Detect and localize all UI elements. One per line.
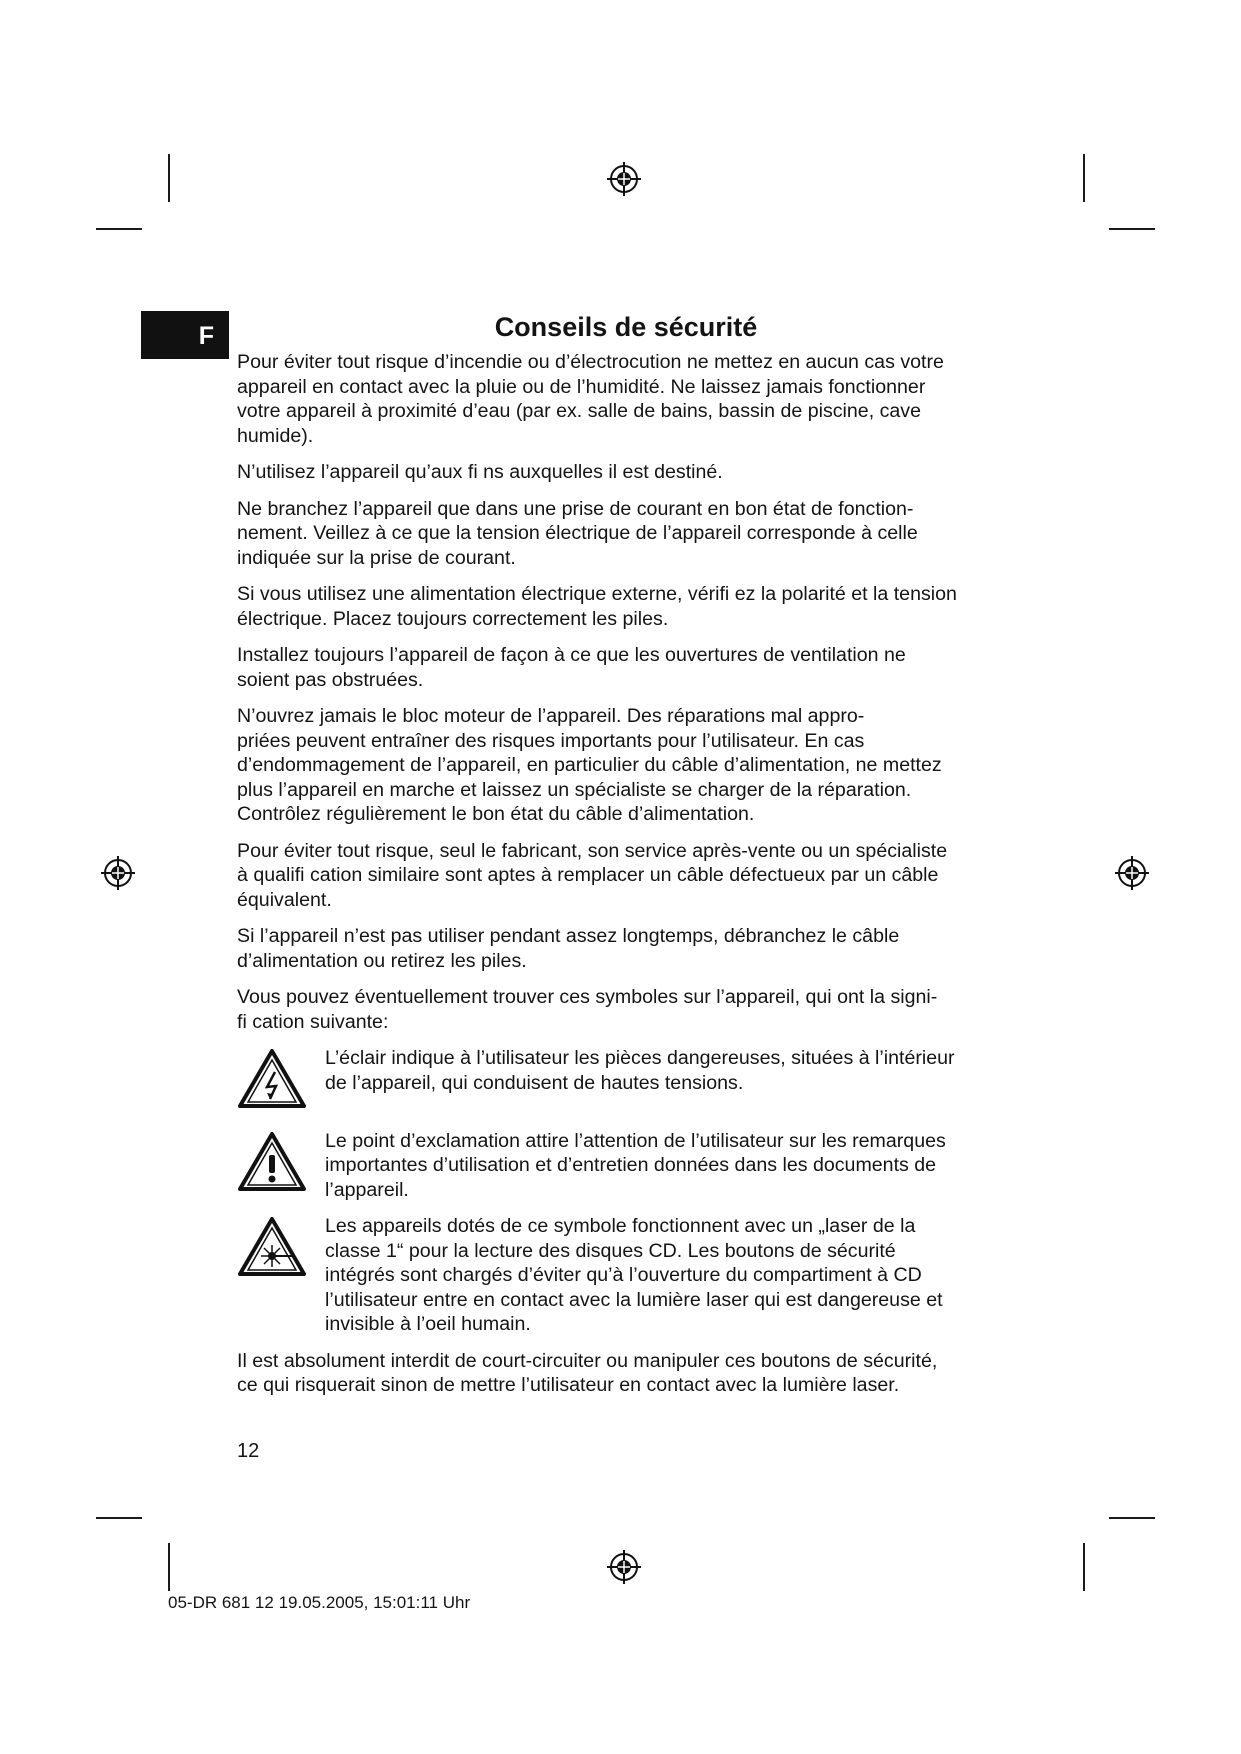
symbol-row bbox=[237, 1129, 1037, 1203]
crop-mark bbox=[96, 1517, 142, 1519]
symbol-description: Le point d’exclamation attire l’attention de l’utilisateur sur les remarques importantes d’utilisation et d’entretien données dans les documents de l’appareil. bbox=[325, 1129, 946, 1201]
paragraph: N’ouvrez jamais le bloc moteur de l’appareil. Des réparations mal appro- priées peuvent entraîner des risques importants pour l’utilisateur. En cas d’endommagement de l’appareil, en particulier du câble d’alimentation, ne mettez plus l’appareil en marche et laissez un spécialiste se charger de la réparation. Contrôlez régulièrement le bon état du câble d’alimentation. bbox=[237, 705, 942, 825]
safety-text bbox=[237, 350, 1037, 1410]
symbol-description: L’éclair indique à l’utilisateur les pièces dangereuses, situées à l’intérieur de l’appareil, qui conduisent de hautes tensions. bbox=[325, 1047, 955, 1094]
paragraph: Si l’appareil n’est pas utiliser pendant assez longtemps, débranchez le câble d’alimentation ou retirez les piles. bbox=[237, 925, 900, 972]
symbol-description: Les appareils dotés de ce symbole fonctionnent avec un „laser de la classe 1“ pour la lecture des disques CD. Les boutons de sécurité intégrés sont chargés d’éviter qu’à l’ouverture du compartiment à CD l’utilisateur entre en contact avec la lumière laser qui est dangereuse et invisible à l’oeil humain. bbox=[325, 1215, 943, 1335]
paragraph: N’utilisez l’appareil qu’aux fi ns auxquelles il est destiné. bbox=[237, 461, 723, 483]
registration-mark-icon bbox=[607, 162, 641, 196]
print-footer: 05-DR 681 12 19.05.2005, 15:01:11 Uhr bbox=[168, 1593, 471, 1612]
paragraph: Pour éviter tout risque d’incendie ou d’électrocution ne mettez en aucun cas votre appareil en contact avec la pluie ou de l’humidité. Ne laissez jamais fonctionner votre appareil à proximité d’eau (par ex. salle de bains, bassin de piscine, cave humide). bbox=[237, 351, 944, 447]
paragraph: Si vous utilisez une alimentation électrique externe, vérifi ez la polarité et la tension électrique. Placez toujours correctement les piles. bbox=[237, 583, 957, 630]
page-number: 12 bbox=[237, 1440, 260, 1462]
registration-mark-icon bbox=[101, 856, 135, 890]
exclamation-warning-icon bbox=[237, 1131, 307, 1193]
crop-mark bbox=[168, 154, 170, 202]
lightning-warning-icon bbox=[237, 1048, 307, 1110]
crop-mark bbox=[1083, 1543, 1085, 1591]
crop-mark bbox=[1083, 154, 1085, 202]
crop-mark bbox=[1109, 228, 1155, 230]
crop-mark bbox=[168, 1543, 170, 1591]
page-title: Conseils de sécurité bbox=[494, 312, 758, 342]
symbol-row bbox=[237, 1214, 1037, 1337]
laser-warning-icon bbox=[237, 1216, 307, 1278]
registration-mark-icon bbox=[607, 1550, 641, 1584]
crop-mark bbox=[1109, 1517, 1155, 1519]
registration-mark-icon bbox=[1115, 856, 1149, 890]
paragraph: Installez toujours l’appareil de façon à ce que les ouvertures de ventilation ne soient pas obstruées. bbox=[237, 644, 906, 691]
symbol-row bbox=[237, 1046, 1037, 1117]
paragraph: Vous pouvez éventuellement trouver ces symboles sur l’appareil, qui ont la signi- fi cation suivante: bbox=[237, 986, 938, 1033]
paragraph: Il est absolument interdit de court-circuiter ou manipuler ces boutons de sécurité, ce qui risquerait sinon de mettre l’utilisateur en contact avec la lumière laser. bbox=[237, 1349, 938, 1396]
crop-mark bbox=[96, 228, 142, 230]
language-tab: F bbox=[141, 311, 229, 359]
paragraph: Pour éviter tout risque, seul le fabricant, son service après-vente ou un spécialiste à qualifi cation similaire sont aptes à remplacer un câble défectueux par un câble équivalent. bbox=[237, 839, 948, 911]
paragraph: Ne branchez l’appareil que dans une prise de courant en bon état de fonction- nement. Veillez à ce que la tension électrique de l’appareil corresponde à celle indiquée sur la prise de courant. bbox=[237, 497, 918, 569]
